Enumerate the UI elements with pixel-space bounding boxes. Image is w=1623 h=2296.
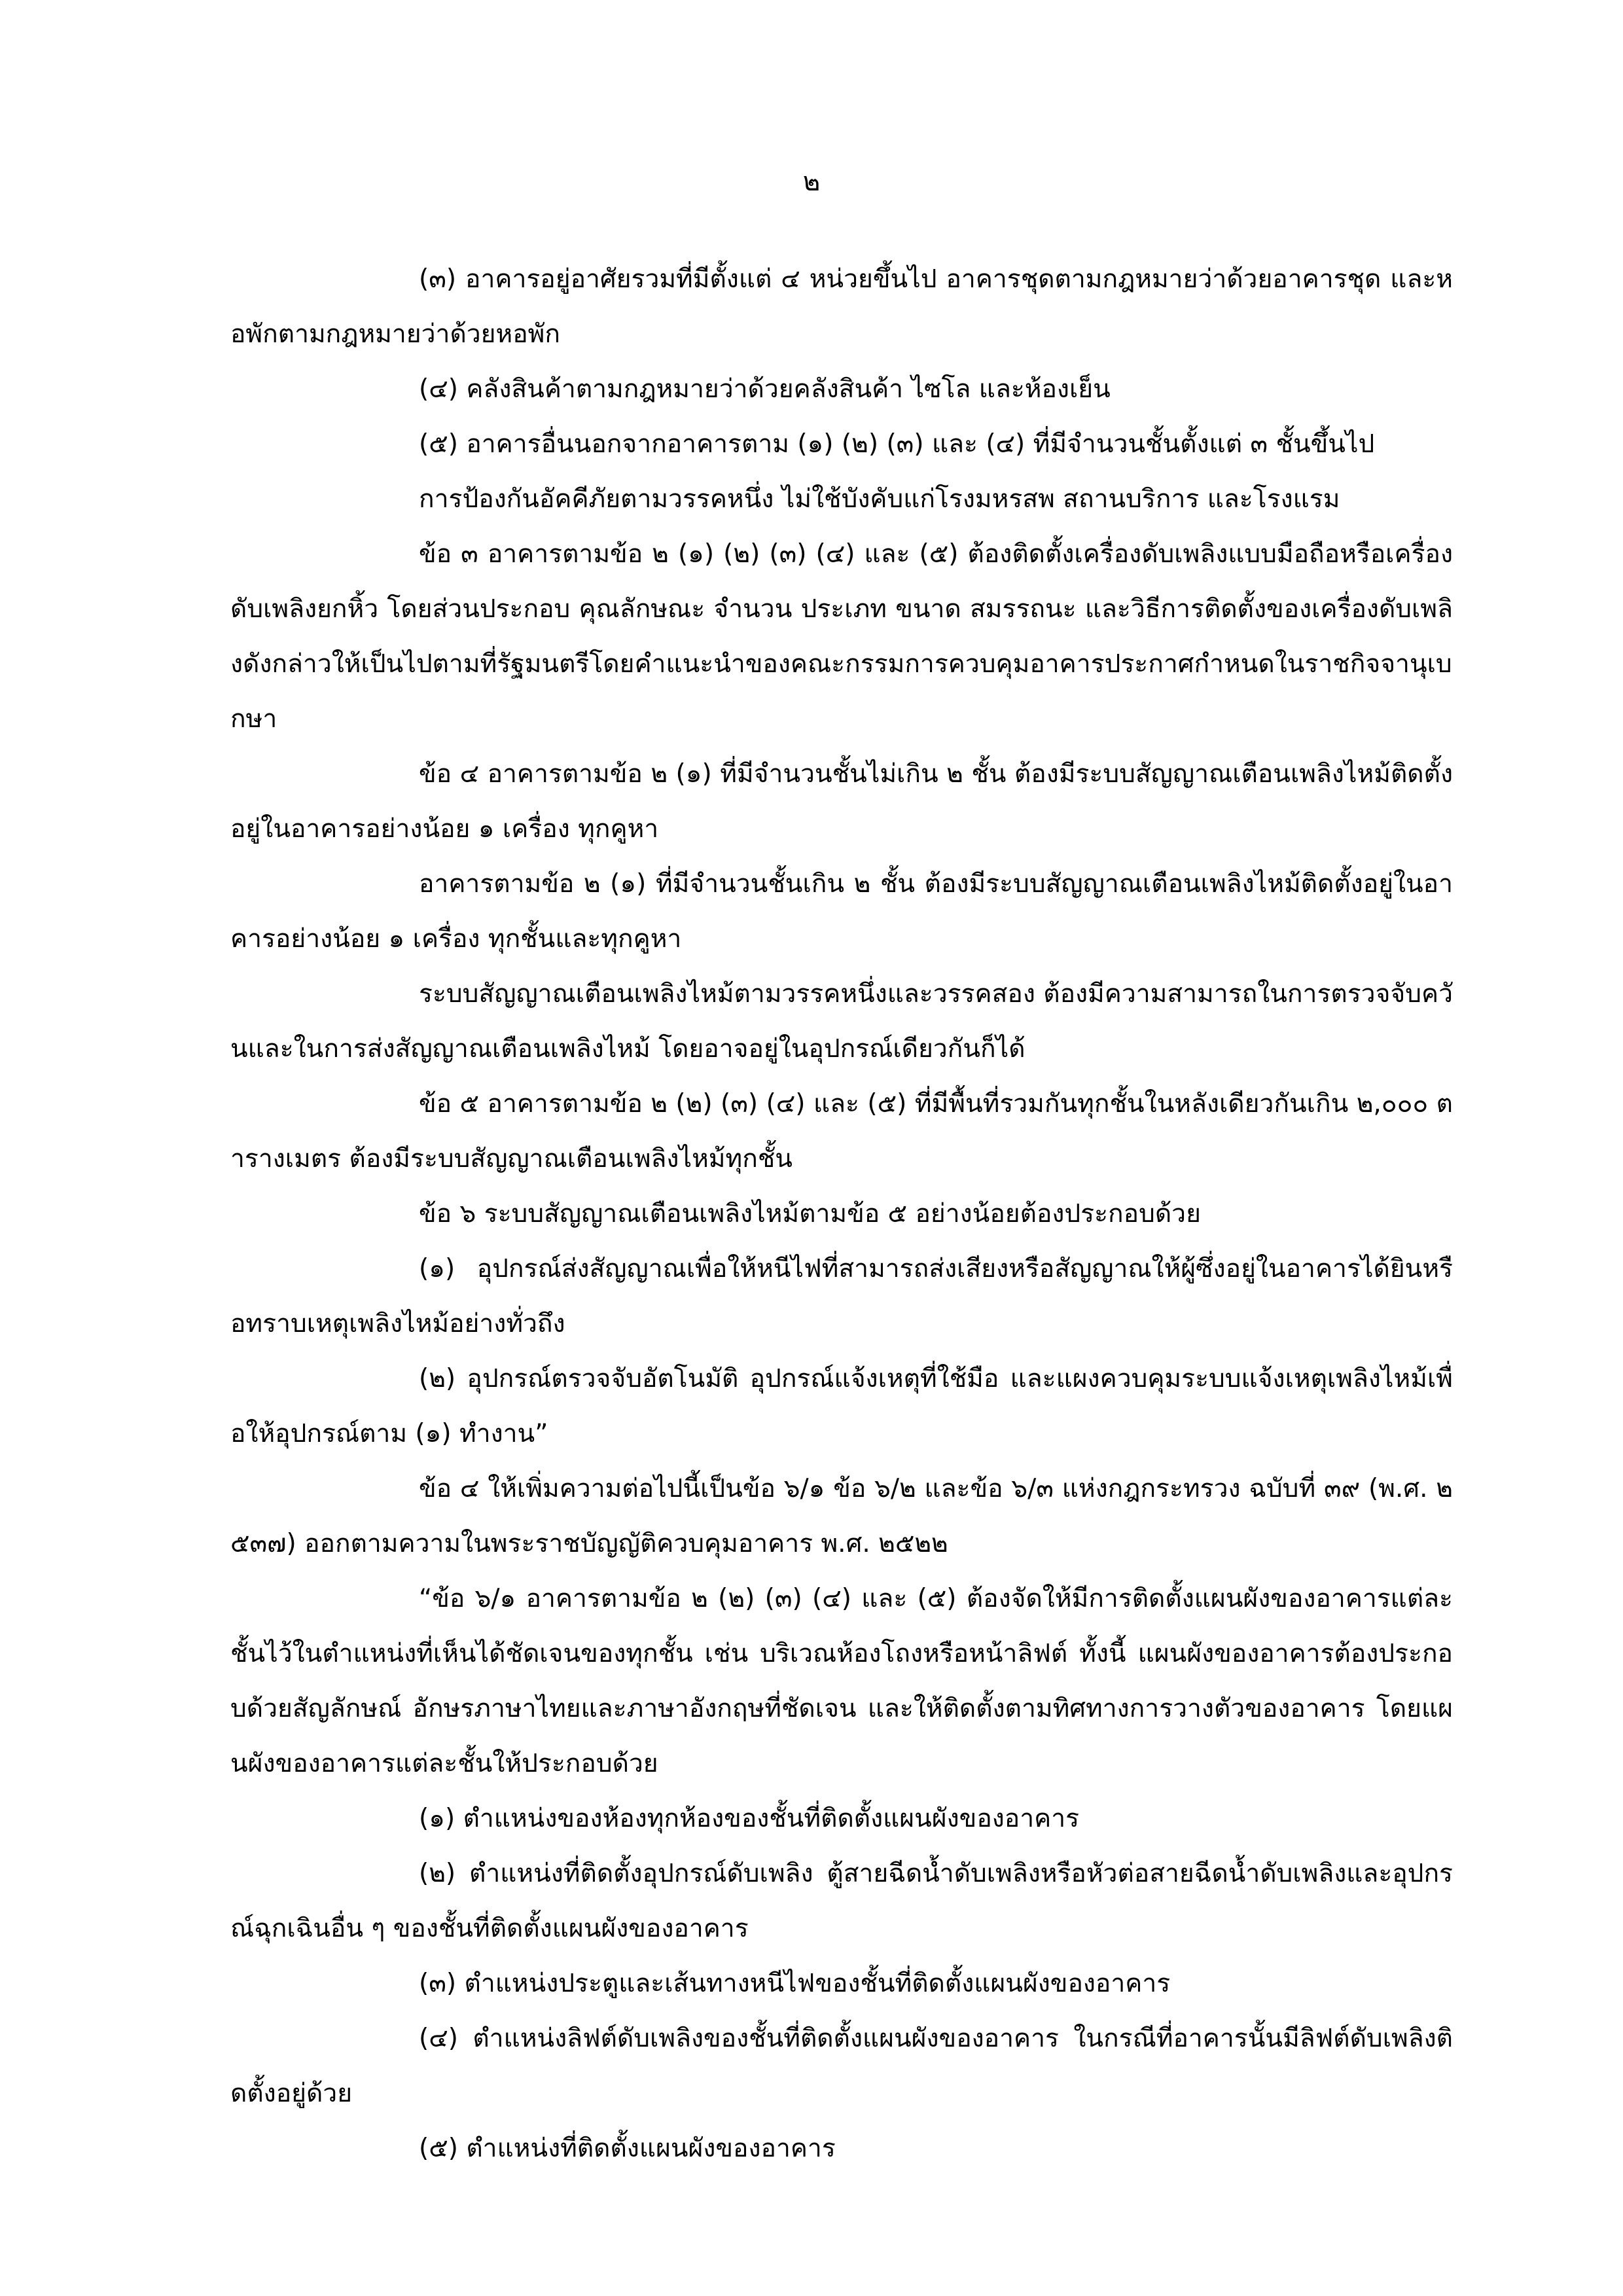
- paragraph-amendment-4: ข้อ ๔ ให้เพิ่มความต่อไปนี้เป็นข้อ ๖/๑ ข้อ ๖/๒ และข้อ ๖/๓ แห่งกฎกระทรวง ฉบับที่ ๓๙ (พ.ศ. ๒๕๓๗) ออกตามความในพระราชบัญญัติควบคุมอาคาร พ.ศ. ๒๕๒๒: [230, 1474, 1453, 1558]
- paragraph-clause-6-1-item-4: (๔) ตำแหน่งลิฟต์ดับเพลิงของชั้นที่ติดตั้งแผนผังของอาคาร ในกรณีที่อาคารนั้นมีลิฟต์ดับเพลิงติดตั้งอยู่ด้วย: [230, 2024, 1453, 2108]
- paragraph-clause-3: ข้อ ๓ อาคารตามข้อ ๒ (๑) (๒) (๓) (๔) และ (๕) ต้องติดตั้งเครื่องดับเพลิงแบบมือถือหรือเครื่องดับเพลิงยกหิ้ว โดยส่วนประกอบ คุณลักษณะ จำนวน ประเภท ขนาด สมรรถนะ และวิธีการติดตั้งของเครื่องดับเพลิงดังกล่าวให้เป็นไปตามที่รัฐมนตรีโดยคำแนะนำของคณะกรรมการควบคุมอาคารประกาศกำหนดในราชกิจจานุเบกษา: [230, 539, 1453, 734]
- paragraph-clause-6-1-item-5: (๕) ตำแหน่งที่ติดตั้งแผนผังของอาคาร: [419, 2134, 836, 2163]
- paragraph-item-5: (๕) อาคารอื่นนอกจากอาคารตาม (๑) (๒) (๓) และ (๔) ที่มีจำนวนชั้นตั้งแต่ ๓ ชั้นขึ้นไป: [419, 429, 1375, 459]
- paragraph-exemption: การป้องกันอัคคีภัยตามวรรคหนึ่ง ไม่ใช้บังคับแก่โรงมหรสพ สถานบริการ และโรงแรม: [419, 484, 1340, 514]
- paragraph-clause-5: ข้อ ๕ อาคารตามข้อ ๒ (๒) (๓) (๔) และ (๕) ที่มีพื้นที่รวมกันทุกชั้นในหลังเดียวกันเกิน ๒,๐๐๐ ตารางเมตร ต้องมีระบบสัญญาณเตือนเพลิงไหม้ทุกชั้น: [230, 1089, 1453, 1174]
- paragraph-clause-4-second: อาคารตามข้อ ๒ (๑) ที่มีจำนวนชั้นเกิน ๒ ชั้น ต้องมีระบบสัญญาณเตือนเพลิงไหม้ติดตั้งอยู่ในอาคารอย่างน้อย ๑ เครื่อง ทุกชั้นและทุกคูหา: [230, 869, 1453, 954]
- paragraph-clause-4-third: ระบบสัญญาณเตือนเพลิงไหม้ตามวรรคหนึ่งและวรรคสอง ต้องมีความสามารถในการตรวจจับควันและในการส่งสัญญาณเตือนเพลิงไหม้ โดยอาจอยู่ในอุปกรณ์เดียวกันก็ได้: [230, 979, 1454, 1064]
- paragraph-clause-6-1-item-3: (๓) ตำแหน่งประตูและเส้นทางหนีไฟของชั้นที่ติดตั้งแผนผังของอาคาร: [419, 1969, 1171, 1998]
- paragraph-item-3: (๓) อาคารอยู่อาศัยรวมที่มีตั้งแต่ ๔ หน่วยขึ้นไป อาคารชุดตามกฎหมายว่าด้วยอาคารชุด และหอพักตามกฎหมายว่าด้วยหอพัก: [230, 264, 1453, 349]
- paragraph-item-4: (๔) คลังสินค้าตามกฎหมายว่าด้วยคลังสินค้า ไซโล และห้องเย็น: [419, 374, 1111, 404]
- paragraph-clause-6-1-item-1: (๑) ตำแหน่งของห้องทุกห้องของชั้นที่ติดตั้งแผนผังของอาคาร: [419, 1804, 1080, 1833]
- paragraph-clause-4: ข้อ ๔ อาคารตามข้อ ๒ (๑) ที่มีจำนวนชั้นไม่เกิน ๒ ชั้น ต้องมีระบบสัญญาณเตือนเพลิงไหม้ติดตั้งอยู่ในอาคารอย่างน้อย ๑ เครื่อง ทุกคูหา: [230, 759, 1453, 844]
- document-body: [230, 252, 1453, 2176]
- paragraph-clause-6-1-item-2: (๒) ตำแหน่งที่ติดตั้งอุปกรณ์ดับเพลิง ตู้สายฉีดน้ำดับเพลิงหรือหัวต่อสายฉีดน้ำดับเพลิงและอุปกรณ์ฉุกเฉินอื่น ๆ ของชั้นที่ติดตั้งแผนผังของอาคาร: [230, 1859, 1453, 1943]
- paragraph-clause-6-1: “ข้อ ๖/๑ อาคารตามข้อ ๒ (๒) (๓) (๔) และ (๕) ต้องจัดให้มีการติดตั้งแผนผังของอาคารแต่ละชั้นไว้ในตำแหน่งที่เห็นได้ชัดเจนของทุกชั้น เช่น บริเวณห้องโถงหรือหน้าลิฟต์ ทั้งนี้ แผนผังของอาคารต้องประกอบด้วยสัญลักษณ์ อักษรภาษาไทยและภาษาอังกฤษที่ชัดเจน และให้ติดตั้งตามทิศทางการวางตัวของอาคาร โดยแผนผังของอาคารแต่ละชั้นให้ประกอบด้วย: [230, 1584, 1453, 1778]
- paragraph-clause-6-item-2: (๒) อุปกรณ์ตรวจจับอัตโนมัติ อุปกรณ์แจ้งเหตุที่ใช้มือ และแผงควบคุมระบบแจ้งเหตุเพลิงไหม้เพื่อให้อุปกรณ์ตาม (๑) ทำงาน”: [230, 1364, 1453, 1448]
- paragraph-clause-6: ข้อ ๖ ระบบสัญญาณเตือนเพลิงไหม้ตามข้อ ๕ อย่างน้อยต้องประกอบด้วย: [419, 1199, 1201, 1229]
- paragraph-clause-6-item-1: (๑) อุปกรณ์ส่งสัญญาณเพื่อให้หนีไฟที่สามารถส่งเสียงหรือสัญญาณให้ผู้ซึ่งอยู่ในอาคารได้ยินหรือทราบเหตุเพลิงไหม้อย่างทั่วถึง: [230, 1254, 1453, 1338]
- page-number: ๒: [802, 167, 821, 197]
